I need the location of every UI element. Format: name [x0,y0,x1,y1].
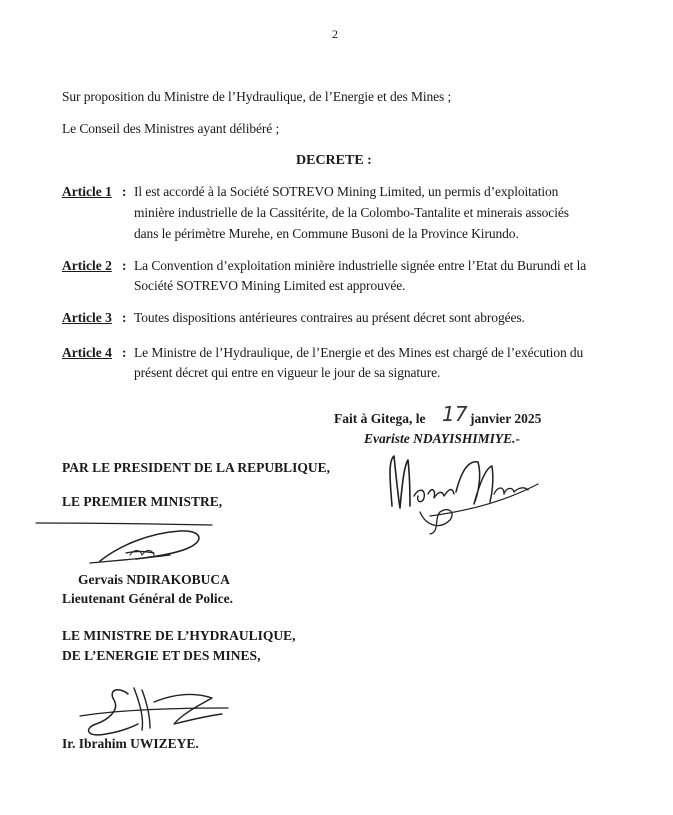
prime-minister-signature [30,515,220,575]
minister-title-line-1: LE MINISTRE DE L’HYDRAULIQUE, [62,628,296,643]
article-1-line-1: Il est accordé à la Société SOTREVO Mining Limited, un permis d’exploitation [134,184,559,199]
minister-title-line-2: DE L’ENERGIE ET DES MINES, [62,648,261,663]
prime-minister-signature-stroke-3 [90,552,170,564]
signing-date: janvier 2025 [470,411,542,426]
article-2-line-2: Société SOTREVO Mining Limited est approuvée. [134,278,406,293]
president-signature-stroke-1 [390,456,410,508]
article-2-line-1: La Convention d’exploitation minière industrielle signée entre l’Etat du Burundi et la [134,258,587,273]
article-3-colon: : [122,310,127,325]
president-signature-stroke-3 [456,462,493,504]
page-number: 2 [332,27,338,41]
countersign-president: PAR LE PRESIDENT DE LA REPUBLIQUE, [62,460,331,475]
article-1-label: Article 1 [62,184,112,199]
article-1-colon: : [122,184,127,199]
article-4-line-2: présent décret qui entre en vigueur le jour de sa signature. [134,365,441,380]
article-4-label: Article 4 [62,345,112,360]
president-name: Evariste NDAYISHIMIYE.- [364,431,521,446]
president-signature-stroke-2 [414,490,454,502]
article-4-colon: : [122,345,127,360]
decree-title: DECRETE : [296,153,372,168]
president-signature-stroke-6 [430,484,538,516]
article-1-line-2: minière industrielle de la Cassitérite, de la Colombo-Tantalite et minerais associés [134,205,569,220]
article-2-label: Article 2 [62,258,112,273]
article-3-label: Article 3 [62,310,112,325]
article-4-line-1: Le Ministre de l’Hydraulique, de l’Energie et des Mines est chargé de l’exécution du [134,345,584,360]
article-2-colon: : [122,258,127,273]
article-1-line-3: dans le périmètre Murehe, en Commune Busoni de la Province Kirundo. [134,226,519,241]
signing-place: Fait à Gitega, le [334,411,426,426]
signing-day-handwritten: 17 [442,402,468,426]
article-3-line-1: Toutes dispositions antérieures contraires au présent décret sont abrogées. [134,310,525,325]
president-signature [370,446,550,536]
preamble-proposition: Sur proposition du Ministre de l’Hydraulique, de l’Energie et des Mines ; [62,89,452,104]
prime-minister-signature-stroke-1 [36,523,212,525]
countersign-prime-minister: LE PREMIER MINISTRE, [62,494,223,509]
prime-minister-title: Lieutenant Général de Police. [62,591,233,606]
minister-name: Ir. Ibrahim UWIZEYE. [62,736,199,751]
minister-signature-stroke-4 [80,708,228,716]
prime-minister-name: Gervais NDIRAKOBUCA [78,572,230,587]
minister-signature-stroke-2 [134,688,150,730]
prime-minister-signature-stroke-2 [100,531,199,561]
preamble-council: Le Conseil des Ministres ayant délibéré ; [62,121,280,136]
